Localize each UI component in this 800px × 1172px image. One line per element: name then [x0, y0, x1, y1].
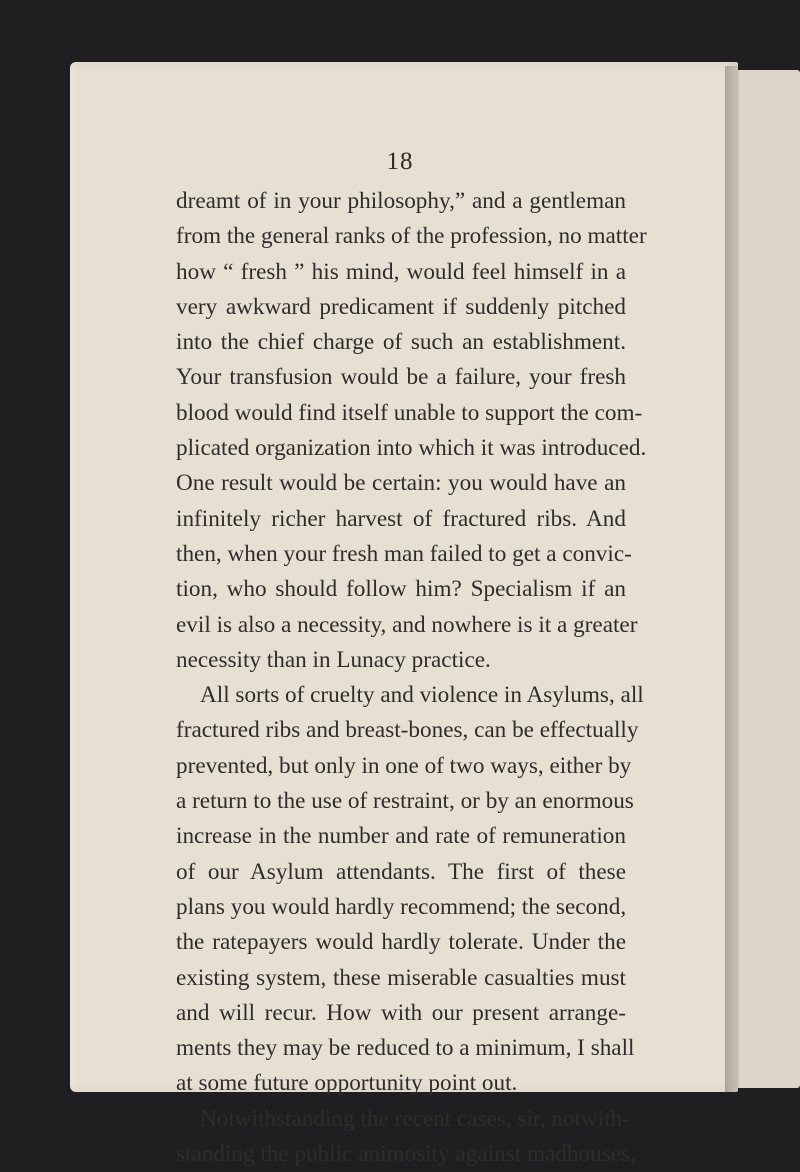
text-line: dreamt of in your philosophy,” and a gentleman — [176, 188, 626, 214]
text-line: necessity than in Lunacy practice. — [176, 646, 491, 673]
text-line: of our Asylum attendants. The first of these — [176, 858, 626, 885]
text-line: ments they may be reduced to a minimum, I shall — [176, 1035, 635, 1062]
next-page-edge — [730, 70, 800, 1088]
text-line: One result would be certain: you would have an — [176, 470, 626, 497]
text-line: Notwithstanding the recent cases, sir, notwith- — [200, 1105, 630, 1132]
text-line: and will recur. How with our present arrange- — [176, 999, 626, 1026]
text-line: plans you would hardly recommend; the second, — [176, 893, 627, 920]
text-line: Your transfusion would be a failure, your fresh — [176, 364, 626, 391]
text-line: blood would find itself unable to support the com- — [176, 399, 643, 426]
text-line: a return to the use of restraint, or by an enormous — [176, 788, 634, 815]
text-line: standing the public animosity against madhouses, — [176, 1141, 636, 1168]
page-number: 18 — [386, 148, 414, 175]
text-line: existing system, these miserable casualties must — [176, 964, 626, 991]
text-line: prevented, but only in one of two ways, either by — [176, 752, 632, 779]
body-text — [176, 184, 647, 1172]
text-line: tion, who should follow him? Specialism if an — [176, 576, 626, 603]
text-line: then, when your fresh man failed to get a convic- — [176, 540, 632, 567]
text-line: how “ fresh ” his mind, would feel himself in a — [176, 258, 626, 285]
page-gutter-shadow — [725, 66, 739, 1092]
text-line: infinitely richer harvest of fractured ribs. And — [176, 505, 626, 532]
text-line: All sorts of cruelty and violence in Asylums, all — [200, 682, 644, 709]
text-line: fractured ribs and breast-bones, can be effectually — [176, 717, 639, 744]
text-line: at some future opportunity point out. — [176, 1070, 518, 1097]
text-line: increase in the number and rate of remuneration — [176, 823, 626, 850]
text-line: the ratepayers would hardly tolerate. Under the — [176, 929, 626, 956]
text-line: evil is also a necessity, and nowhere is it a greater — [176, 611, 638, 638]
text-line: very awkward predicament if suddenly pitched — [176, 293, 626, 320]
text-line: into the chief charge of such an establishment. — [176, 329, 626, 356]
text-line: plicated organization into which it was introduced. — [176, 435, 647, 462]
text-line: from the general ranks of the profession, no matter — [176, 223, 647, 250]
